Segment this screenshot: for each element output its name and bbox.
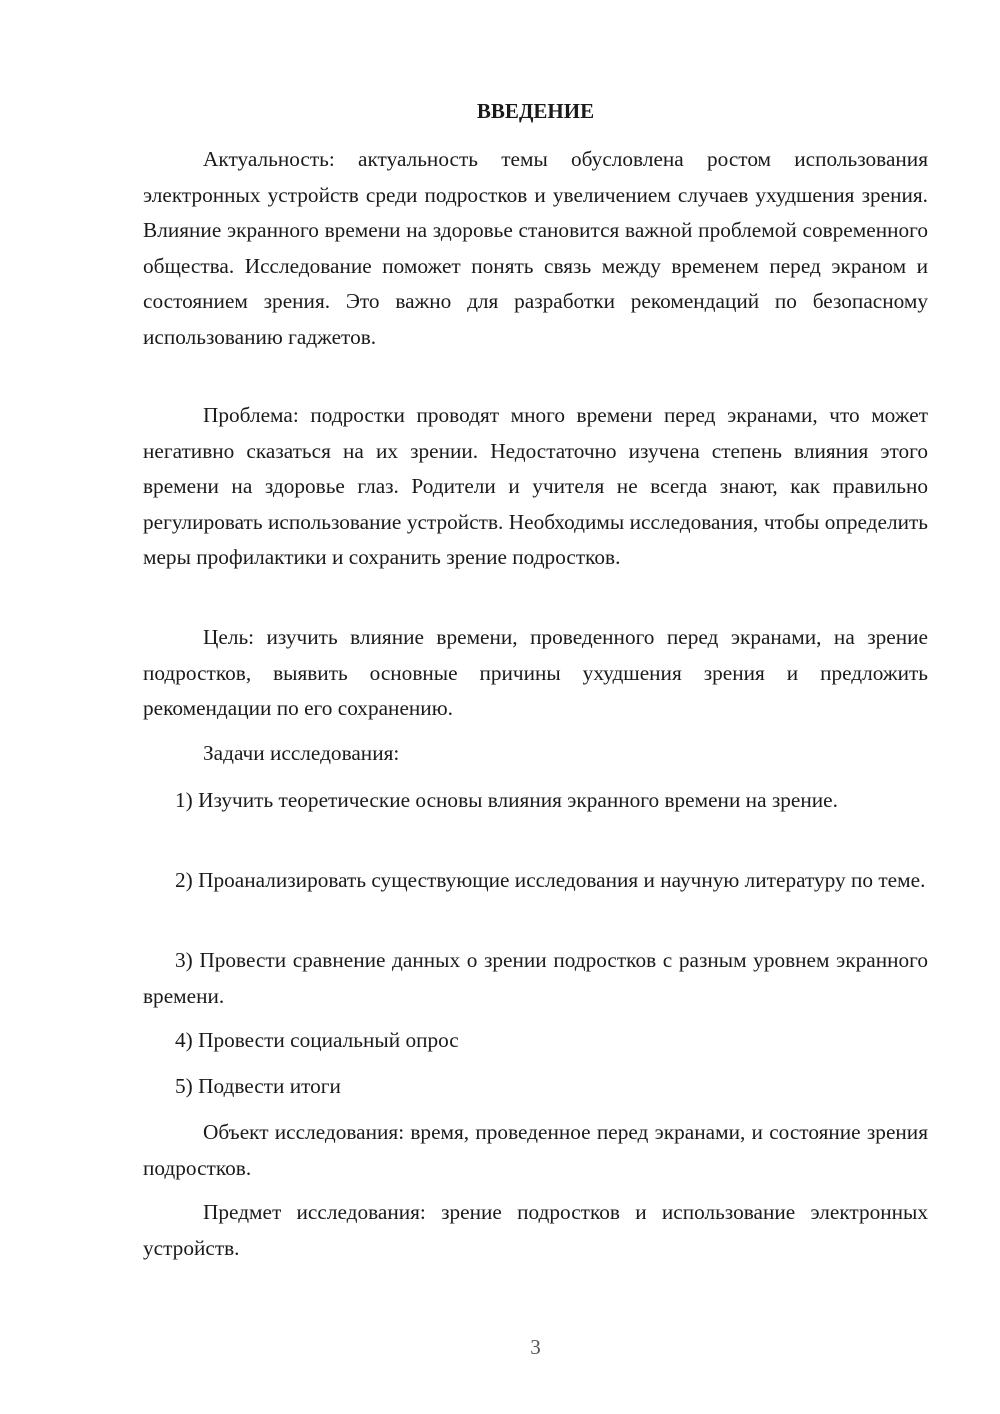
page-number: 3: [530, 1335, 541, 1359]
task-item-4: 4) Провести социальный опрос: [175, 1028, 459, 1052]
subject-paragraph: Предмет исследования: зрение подростков и использование электронных устройств.: [143, 1200, 928, 1260]
relevance-paragraph: Актуальность: актуальность темы обусловлена ростом использования электронных устройств среди подростков и увеличением случаев ухудшения зрения. Влияние экранного времени на здоровье становится важной проблемой современного общества. Исследование поможет понять связь между временем перед экраном и состоянием зрения. Это важно для разработки рекомендаций по безопасному использованию гаджетов.: [143, 147, 928, 349]
problem-paragraph: Проблема: подростки проводят много времени перед экранами, что может негативно сказаться на их зрении. Недостаточно изучена степень влияния этого времени на здоровье глаз. Родители и учителя не всегда знают, как правильно регулировать использование устройств. Необходимы исследования, чтобы определить меры профилактики и сохранить зрение подростков.: [143, 403, 928, 570]
task-item-3: 3) Провести сравнение данных о зрении подростков с разным уровнем экранного времени.: [143, 948, 928, 1008]
page-title: ВВЕДЕНИЕ: [476, 99, 595, 123]
tasks-heading: Задачи исследования:: [203, 741, 400, 765]
goal-paragraph: Цель: изучить влияние времени, проведенного перед экранами, на зрение подростков, выявить основные причины ухудшения зрения и предложить рекомендации по его сохранению.: [143, 625, 928, 721]
document-page: [143, 0, 928, 1414]
task-item-2: 2) Проанализировать существующие исследования и научную литературу по теме.: [175, 868, 926, 892]
task-item-1: 1) Изучить теоретические основы влияния экранного времени на зрение.: [175, 788, 838, 812]
object-paragraph: Объект исследования: время, проведенное перед экранами, и состояние зрения подростков.: [143, 1120, 928, 1180]
task-item-5: 5) Подвести итоги: [175, 1074, 341, 1098]
